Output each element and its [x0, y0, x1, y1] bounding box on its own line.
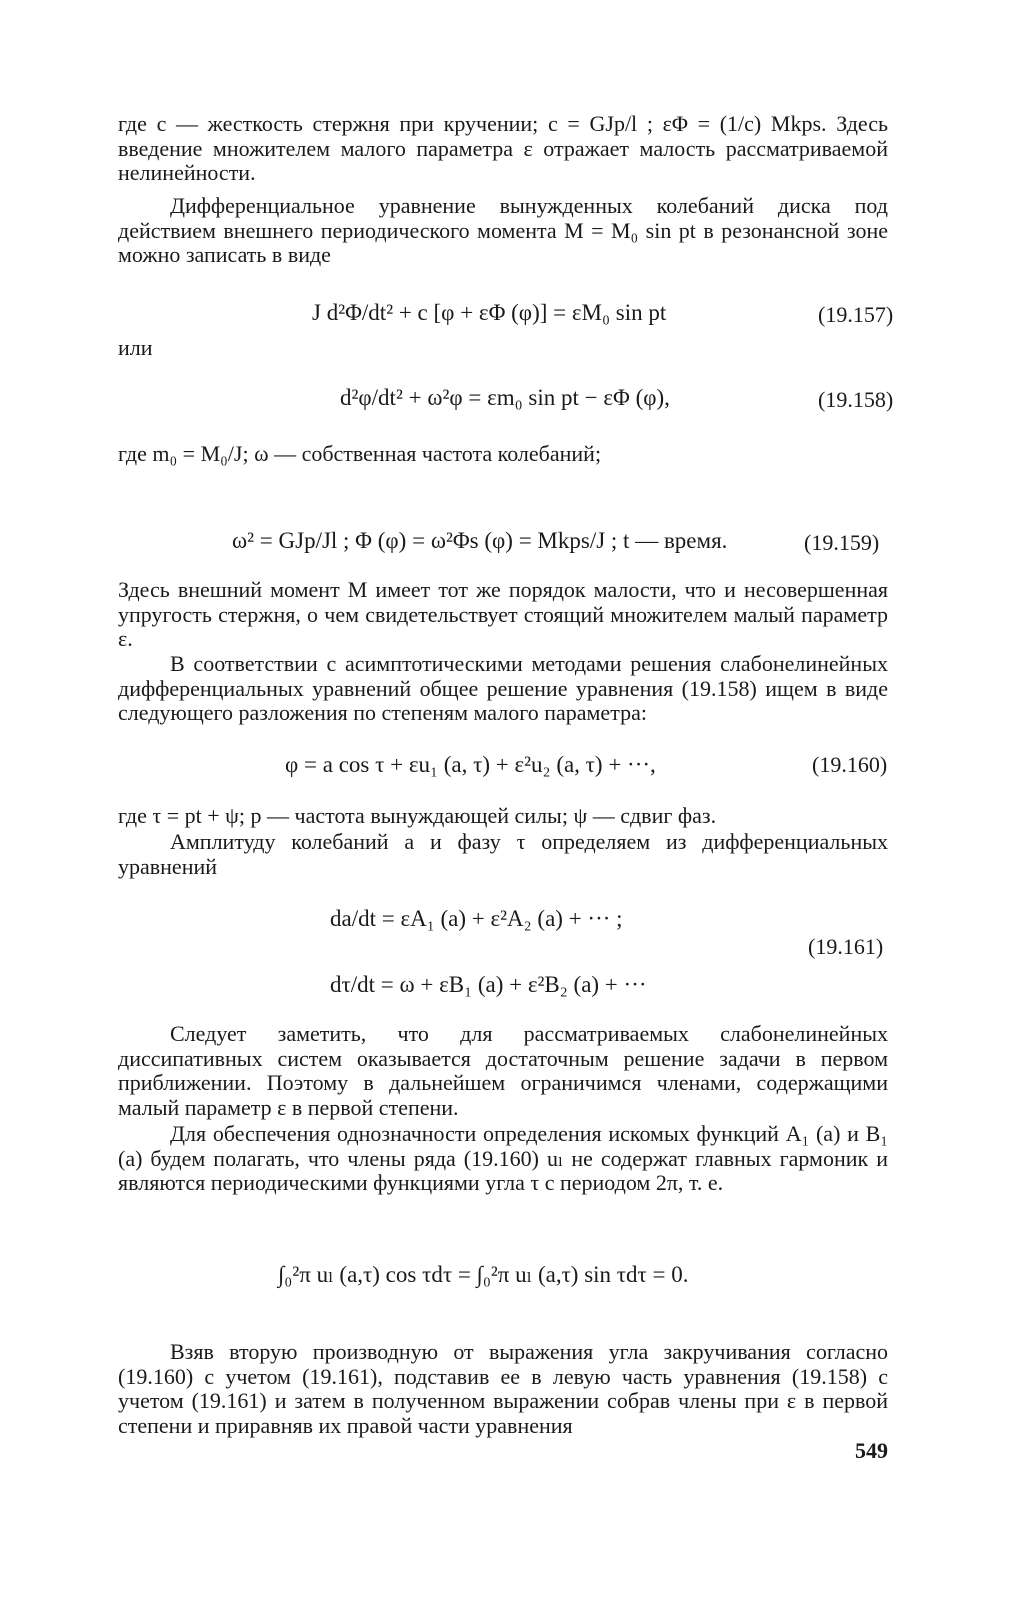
- equation: ∫₀²π uₗ (a,τ) cos τdτ = ∫₀²π uₗ (a,τ) sin τdτ = 0.: [278, 1262, 689, 1287]
- equation: φ = a cos τ + εu₁ (a, τ) + ε²u₂ (a, τ) + ···,: [285, 752, 656, 777]
- equation-number: (19.160): [812, 752, 888, 777]
- equation: ω² = GJp/Jl ; Φ (φ) = ω²Φs (φ) = Mkps/J ; t — время.: [232, 528, 728, 553]
- paragraph: Следует заметить, что для рассматриваемых слабонелинейных диссипативных систем оказывается достаточным решение задачи в первом приближении. Поэтому в дальнейшем ограничимся членами, содержащими малый параметр ε в первой степени.: [118, 1021, 888, 1120]
- paragraph: Здесь внешний момент M имеет тот же порядок малости, что и несовершенная упругость стержня, о чем свидетельствует стоящий множителем малый параметр ε.: [118, 577, 888, 651]
- paragraph: Дифференциальное уравнение вынужденных колебаний диска под действием внешнего периодического момента M = M₀ sin pt в резонансной зоне можно записать в виде: [118, 193, 888, 267]
- equation: dτ/dt = ω + εB₁ (a) + ε²B₂ (a) + ···: [330, 972, 647, 997]
- paragraph: где c — жесткость стержня при кручении; c = GJp/l ; εΦ = (1/c) Mkps. Здесь введение множителем малого параметра ε отражает малость рассматриваемой нелинейности.: [118, 111, 888, 185]
- equation-number: (19.157): [818, 302, 894, 327]
- paragraph: или: [118, 335, 153, 360]
- paragraph: Амплитуду колебаний a и фазу τ определяем из дифференциальных уравнений: [118, 829, 888, 879]
- paragraph: где τ = pt + ψ; p — частота вынуждающей силы; ψ — сдвиг фаз.: [118, 803, 717, 828]
- equation: d²φ/dt² + ω²φ = εm₀ sin pt − εΦ (φ),: [340, 385, 670, 410]
- paragraph: где m₀ = M₀/J; ω — собственная частота колебаний;: [118, 441, 602, 466]
- equation: da/dt = εA₁ (a) + ε²A₂ (a) + ··· ;: [330, 906, 623, 931]
- equation-number: (19.158): [818, 387, 894, 412]
- equation-number: (19.161): [808, 934, 884, 959]
- paragraph: Взяв вторую производную от выражения угла закручивания согласно (19.160) с учетом (19.161), подставив ее в левую часть уравнения (19.158) с учетом (19.161) и затем в полученном выражении собрав члены при ε в первой степени и приравняв их правой части уравнения: [118, 1339, 888, 1438]
- page-number: 549: [855, 1438, 888, 1463]
- equation: J d²Φ/dt² + c [φ + εΦ (φ)] = εM₀ sin pt: [312, 300, 667, 325]
- paragraph: В соответствии с асимптотическими методами решения слабонелинейных дифференциальных уравнений общее решение уравнения (19.158) ищем в виде следующего разложения по степеням малого параметра:: [118, 651, 888, 725]
- paragraph: Для обеспечения однозначности определения искомых функций A₁ (a) и B₁ (a) будем полагать, что члены ряда (19.160) uₗ не содержат главных гармоник и являются периодическими функциями угла τ с периодом 2π, т. е.: [118, 1121, 888, 1195]
- equation-number: (19.159): [804, 530, 880, 555]
